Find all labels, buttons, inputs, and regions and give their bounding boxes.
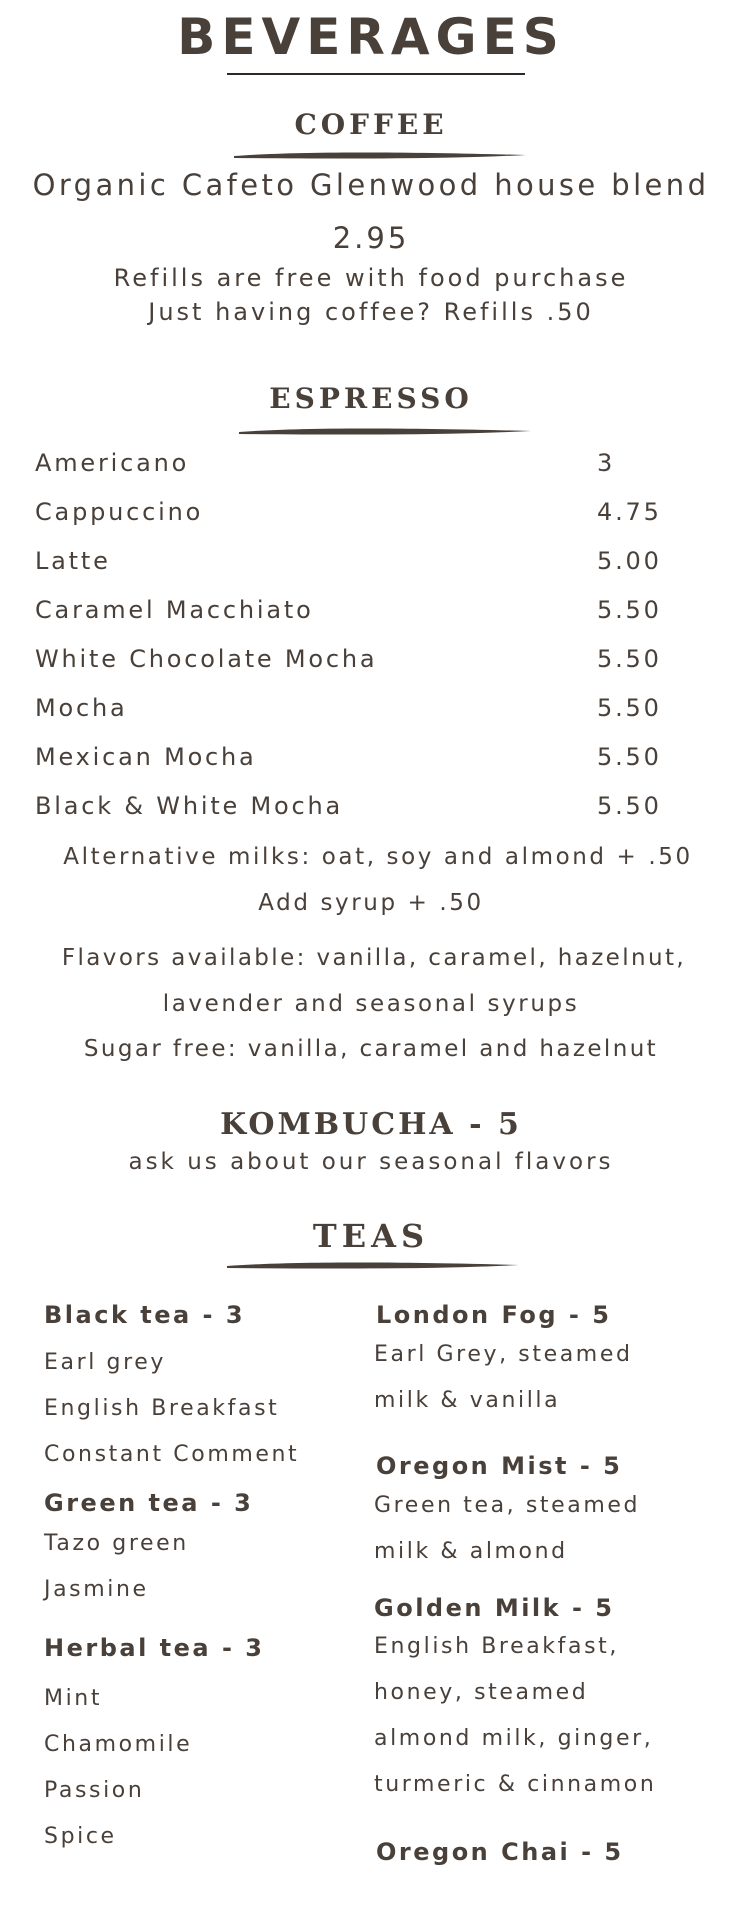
green-tea-heading: Green tea - 3 xyxy=(44,1489,254,1517)
tea-list-item: English Breakfast xyxy=(44,1396,280,1421)
tea-list-item: Jasmine xyxy=(44,1577,149,1602)
kombucha-note: ask us about our seasonal flavors xyxy=(128,1149,614,1175)
tea-description-line: English Breakfast, xyxy=(374,1634,619,1659)
coffee-refill-note: Refills are free with food purchase xyxy=(113,264,629,292)
oregon-chai-heading: Oregon Chai - 5 xyxy=(376,1838,624,1866)
tea-description-line: Green tea, steamed xyxy=(374,1493,641,1518)
kombucha-heading: KOMBUCHA - 5 xyxy=(220,1107,522,1142)
oregon-mist-heading: Oregon Mist - 5 xyxy=(376,1452,623,1480)
sugar-free-note: Sugar free: vanilla, caramel and hazelnut xyxy=(83,1036,659,1062)
black-tea-heading: Black tea - 3 xyxy=(44,1301,246,1329)
espresso-item-price: 4.75 xyxy=(597,498,662,526)
tea-list-item: Spice xyxy=(44,1824,117,1849)
coffee-brush-stroke xyxy=(230,149,530,161)
add-syrup-note: Add syrup + .50 xyxy=(258,890,484,916)
page-title: BEVERAGES xyxy=(177,8,565,66)
flavors-note-line1: Flavors available: vanilla, caramel, hazelnut, xyxy=(61,945,687,971)
teas-heading: TEAS xyxy=(312,1217,430,1255)
tea-description-line: almond milk, ginger, xyxy=(374,1726,654,1751)
espresso-heading: ESPRESSO xyxy=(269,382,473,415)
tea-list-item: Earl grey xyxy=(44,1350,167,1375)
tea-description-line: Earl Grey, steamed xyxy=(374,1342,633,1367)
espresso-item-price: 5.50 xyxy=(597,645,662,673)
coffee-price: 2.95 xyxy=(332,221,410,255)
espresso-item-price: 5.50 xyxy=(597,743,662,771)
herbal-tea-heading: Herbal tea - 3 xyxy=(44,1634,265,1662)
espresso-item-name: Mocha xyxy=(35,694,128,722)
tea-list-item: Tazo green xyxy=(44,1531,189,1556)
golden-milk-heading: Golden Milk - 5 xyxy=(374,1594,615,1622)
espresso-item-price: 5.00 xyxy=(597,547,662,575)
alternative-milks-note: Alternative milks: oat, soy and almond + .50 xyxy=(63,844,693,870)
tea-description-line: honey, steamed xyxy=(374,1680,589,1705)
tea-description-line: milk & almond xyxy=(374,1539,568,1564)
espresso-item-name: Black & White Mocha xyxy=(35,792,344,820)
espresso-item-price: 5.50 xyxy=(597,694,662,722)
espresso-item-price: 3 xyxy=(597,449,616,477)
espresso-item-price: 5.50 xyxy=(597,596,662,624)
flavors-note-line2: lavender and seasonal syrups xyxy=(162,991,580,1017)
tea-list-item: Constant Comment xyxy=(44,1442,300,1467)
espresso-item-name: Caramel Macchiato xyxy=(35,596,314,624)
tea-list-item: Chamomile xyxy=(44,1732,193,1757)
tea-list-item: Mint xyxy=(44,1686,103,1711)
espresso-item-name: Americano xyxy=(35,449,190,477)
espresso-item-price: 5.50 xyxy=(597,792,662,820)
espresso-item-name: Latte xyxy=(35,547,111,575)
espresso-item-name: Cappuccino xyxy=(35,498,204,526)
espresso-brush-stroke xyxy=(235,425,535,437)
coffee-refill-price-note: Just having coffee? Refills .50 xyxy=(148,298,594,326)
title-underline xyxy=(227,73,525,75)
tea-list-item: Passion xyxy=(44,1778,145,1803)
tea-description-line: turmeric & cinnamon xyxy=(374,1772,657,1797)
coffee-item: Organic Cafeto Glenwood house blend xyxy=(32,168,710,202)
teas-brush-stroke xyxy=(223,1259,523,1271)
london-fog-heading: London Fog - 5 xyxy=(376,1301,612,1329)
espresso-item-name: White Chocolate Mocha xyxy=(35,645,378,673)
tea-description-line: milk & vanilla xyxy=(374,1388,561,1413)
espresso-item-name: Mexican Mocha xyxy=(35,743,257,771)
coffee-heading: COFFEE xyxy=(294,108,448,141)
